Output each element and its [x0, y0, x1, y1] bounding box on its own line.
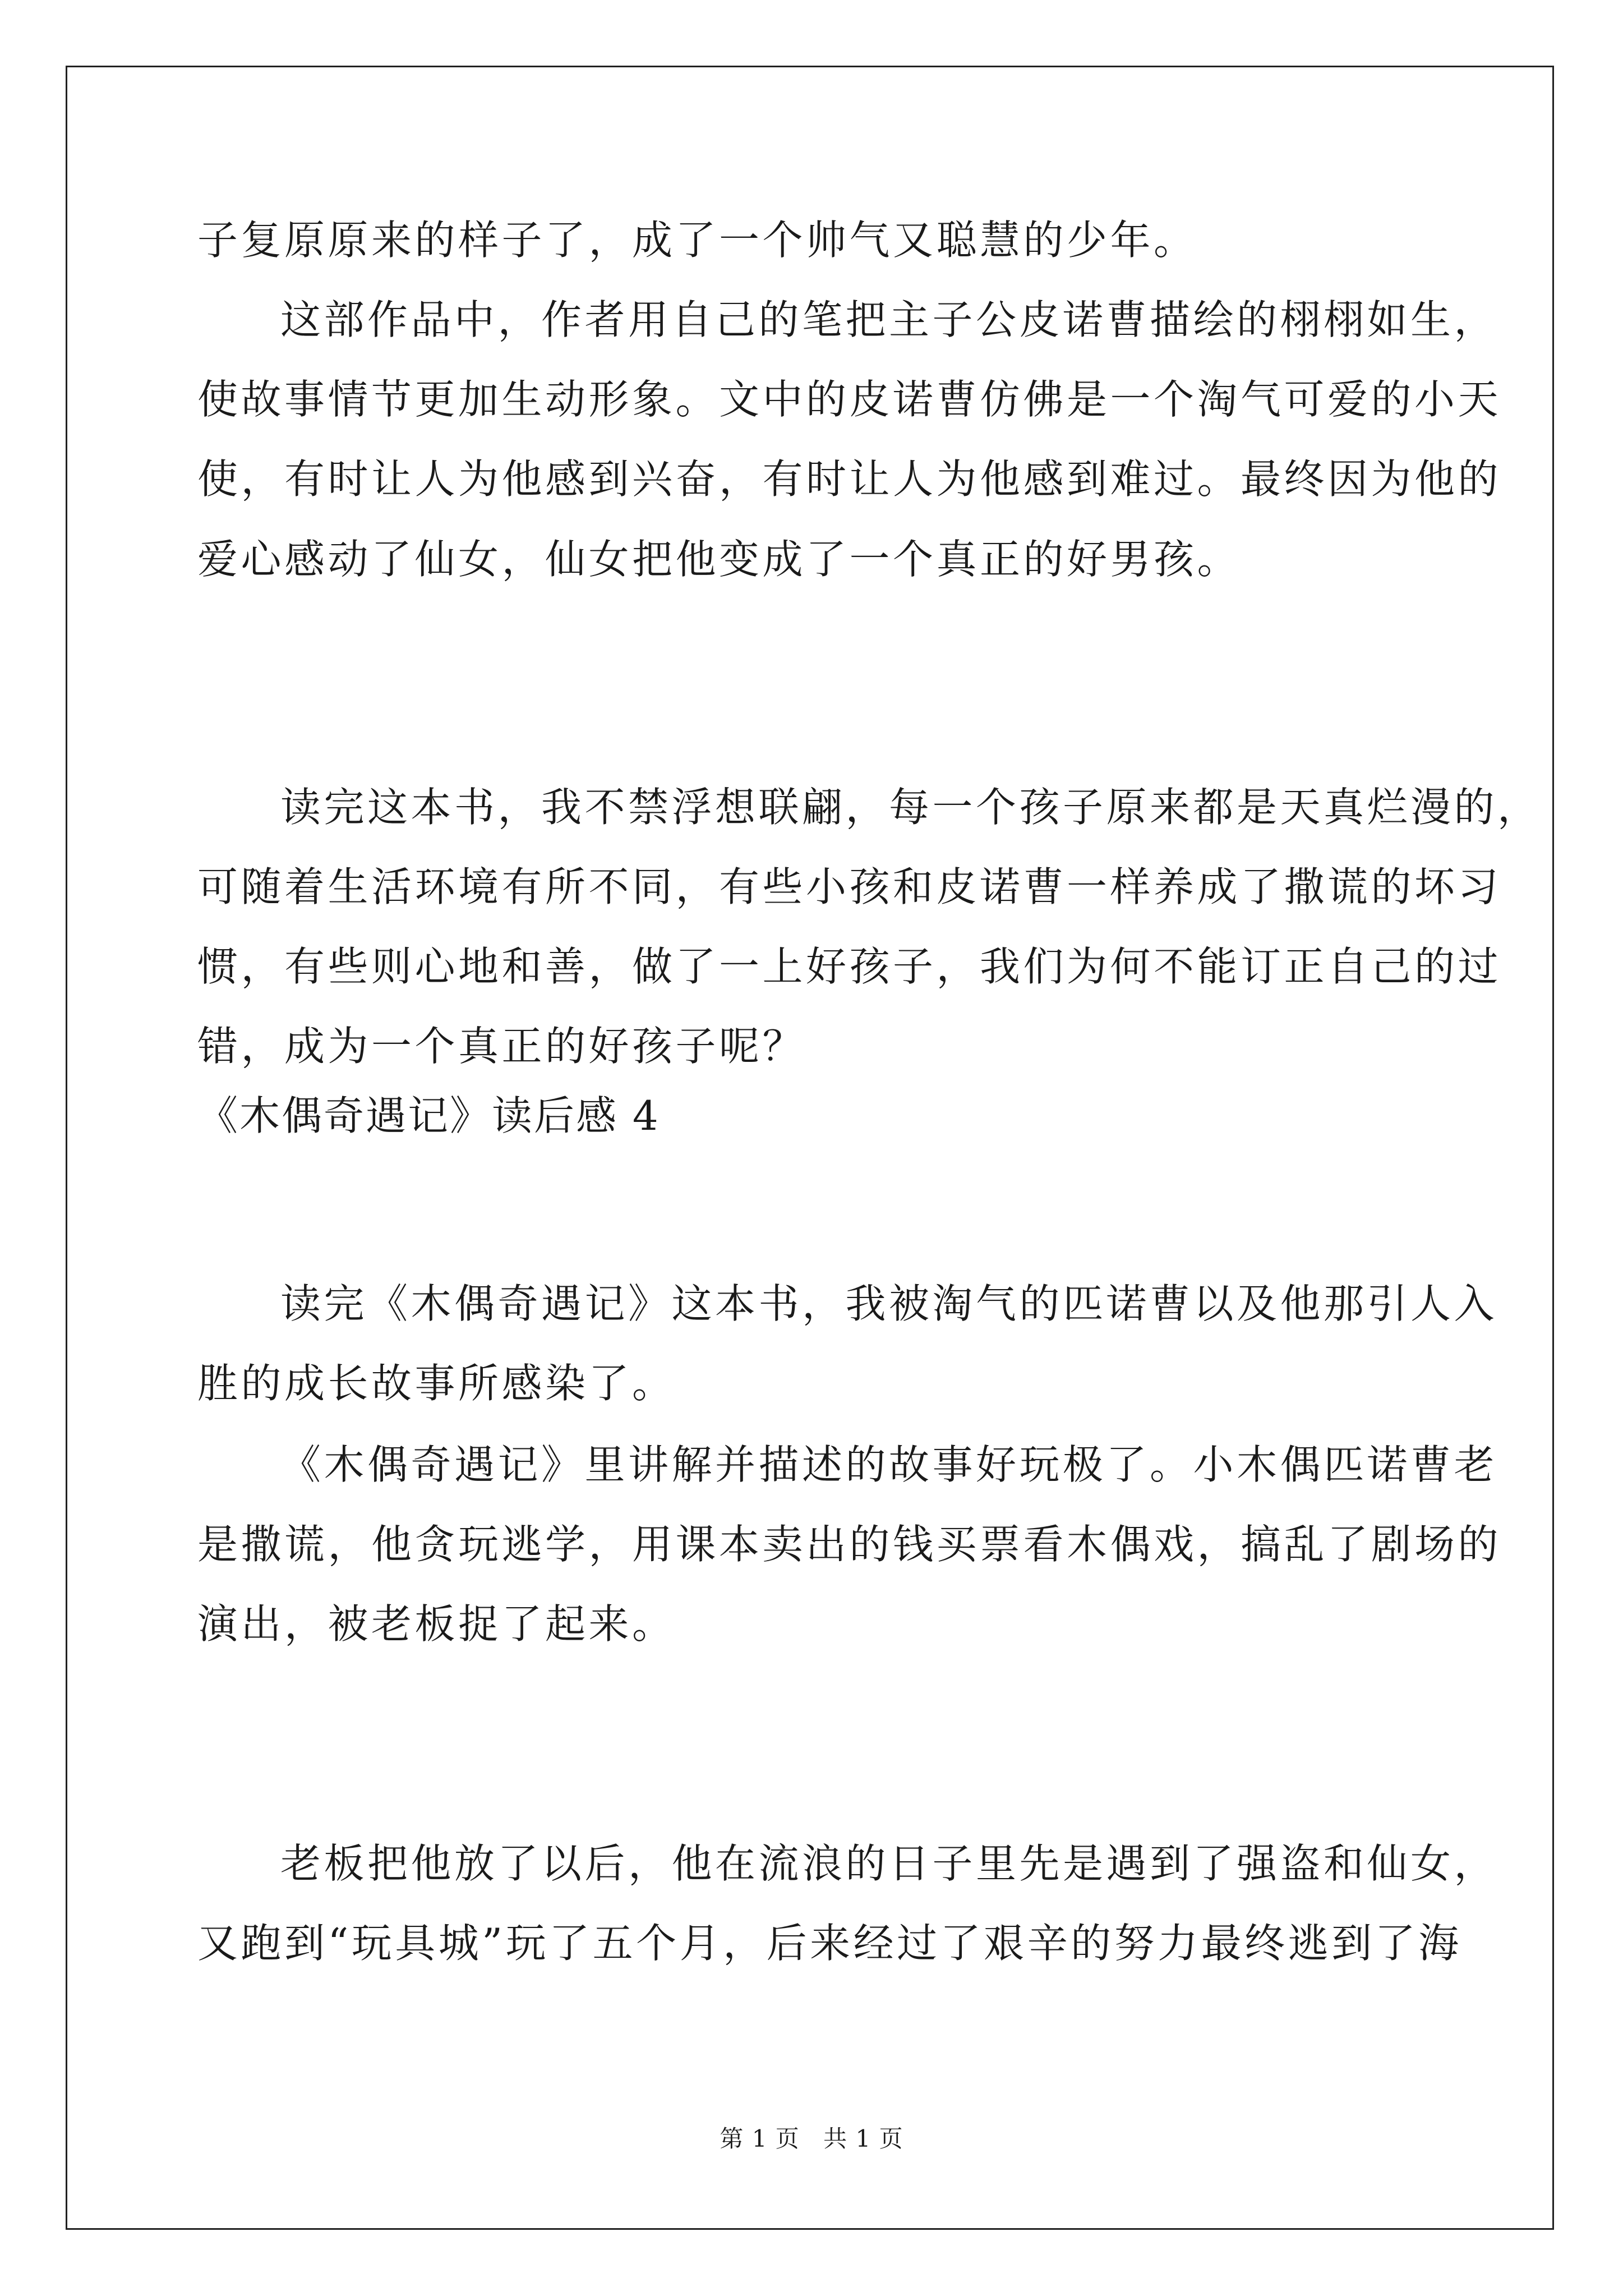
- paragraph-line: 读完这本书，我不禁浮想联翩，每一个孩子原来都是天真烂漫的，: [280, 784, 1541, 831]
- paragraph-line: 错，成为一个真正的好孩子呢？: [197, 1023, 806, 1070]
- paragraph-line: 这部作品中，作者用自己的笔把主子公皮诺曹描绘的栩栩如生，: [280, 296, 1498, 343]
- paragraph-line: 使故事情节更加生动形象。文中的皮诺曹仿佛是一个淘气可爱的小天: [197, 376, 1502, 423]
- paragraph-line: 老板把他放了以后，他在流浪的日子里先是遇到了强盗和仙女，: [280, 1840, 1498, 1887]
- page-number-current: 第 1 页: [720, 2125, 800, 2152]
- paragraph-line: 是撒谎，他贪玩逃学，用课本卖出的钱买票看木偶戏，搞乱了剧场的: [197, 1521, 1502, 1568]
- section-heading: 《木偶奇遇记》读后感 4: [197, 1092, 660, 1139]
- paragraph-line: 胜的成长故事所感染了。: [197, 1360, 676, 1407]
- paragraph-line: 读完《木偶奇遇记》这本书，我被淘气的匹诺曹以及他那引人入: [280, 1280, 1498, 1327]
- paragraph-line: 演出，被老板捉了起来。: [197, 1600, 676, 1648]
- paragraph-line: 惯，有些则心地和善，做了一上好孩子，我们为何不能订正自己的过: [197, 943, 1502, 990]
- paragraph-line: 《木偶奇遇记》里讲解并描述的故事好玩极了。小木偶匹诺曹老: [280, 1441, 1498, 1488]
- paragraph-line: 爱心感动了仙女，仙女把他变成了一个真正的好男孩。: [197, 536, 1241, 583]
- paragraph-line: 子复原原来的样子了，成了一个帅气又聪慧的少年。: [197, 217, 1197, 264]
- paragraph-line: 可随着生活环境有所不同，有些小孩和皮诺曹一样养成了撒谎的坏习: [197, 863, 1502, 910]
- paragraph-line: 使，有时让人为他感到兴奋，有时让人为他感到难过。最终因为他的: [197, 455, 1502, 503]
- page-number-total: 共 1 页: [823, 2125, 903, 2152]
- page-footer: [0, 2123, 1623, 2155]
- paragraph-line: 又跑到“玩具城”玩了五个月，后来经过了艰辛的努力最终逃到了海: [197, 1920, 1462, 1967]
